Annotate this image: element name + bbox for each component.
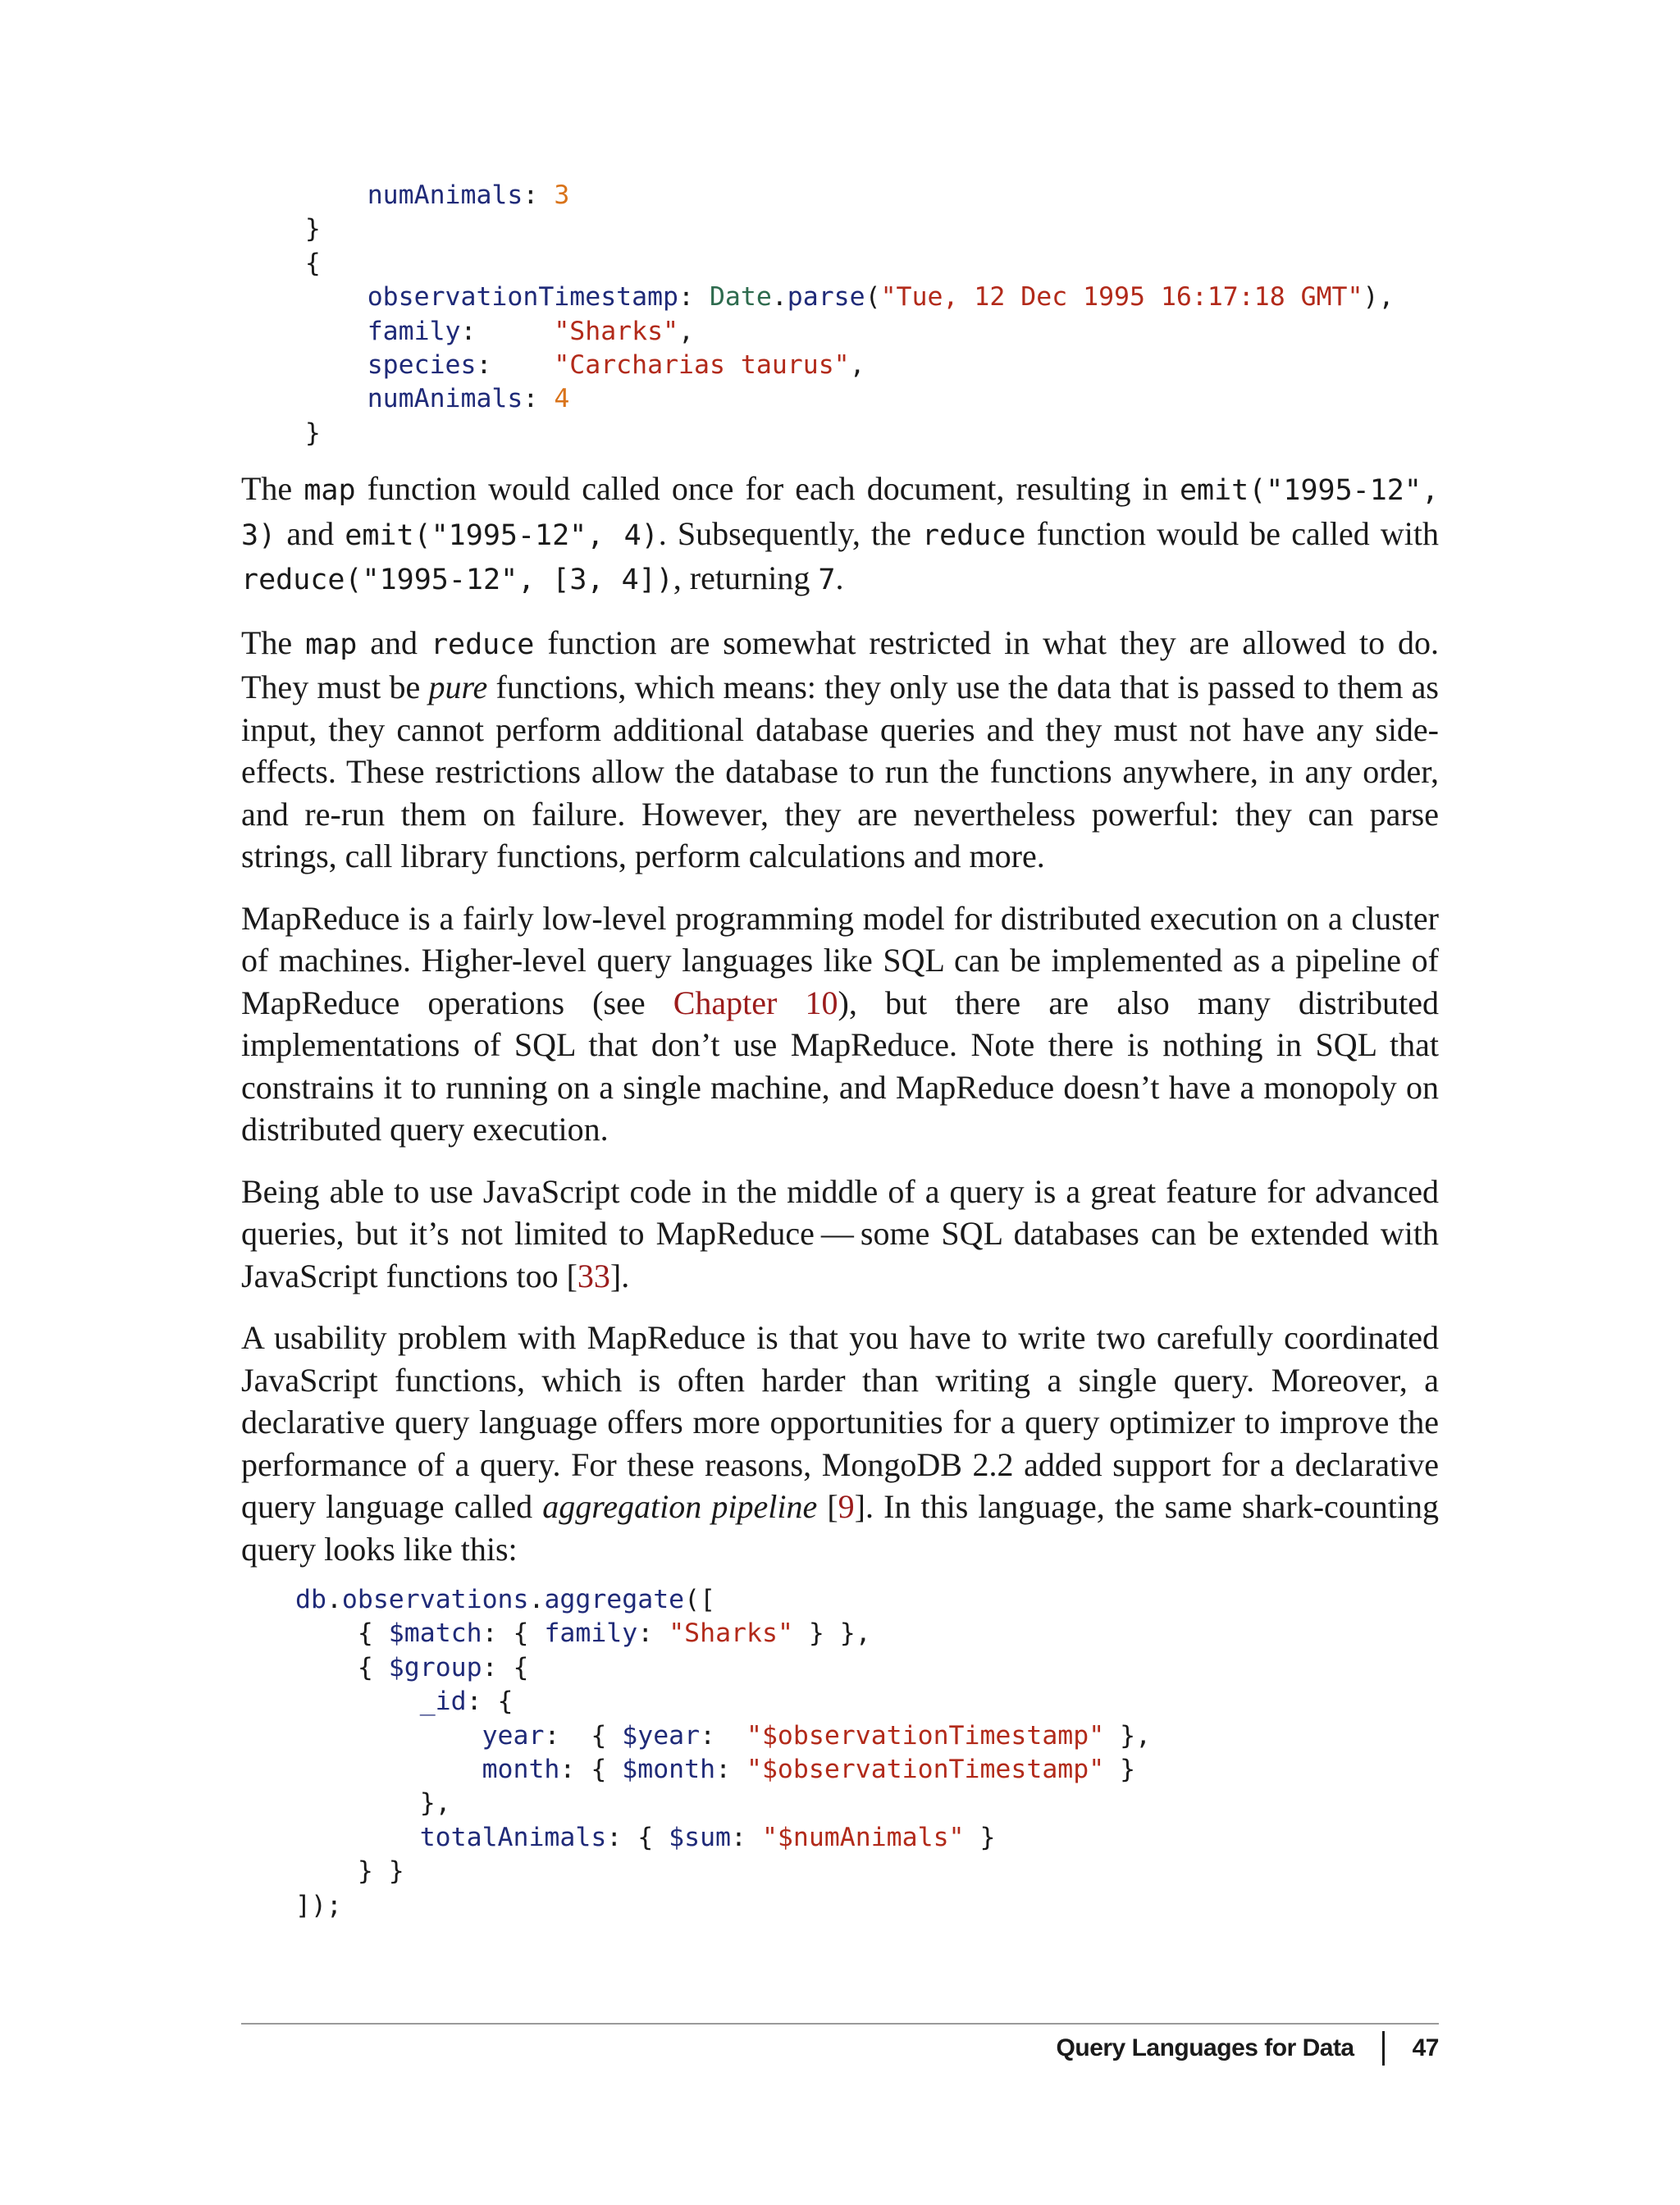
code-token [243,350,368,380]
code-token: : [460,316,555,346]
code-token: "Sharks" [554,316,679,346]
code-token: month [482,1754,560,1784]
code-line [243,281,1394,314]
text-run: and [357,623,431,661]
code-token: parse [787,282,865,313]
code-line [295,1617,1151,1650]
text-run: and [276,514,345,552]
inline-code: emit("1995-12", 3) [241,474,1440,552]
code-token: "$numAnimals" [761,1822,965,1852]
code-token: : [678,282,710,313]
code-token: } [1104,1754,1136,1784]
code-token: : { [544,1720,623,1751]
code-token: . [528,1585,545,1614]
code-token: : [715,1754,746,1784]
code-line [243,382,1394,416]
code-line [295,1719,1151,1753]
code-token: "$observationTimestamp" [746,1720,1105,1751]
code-token: : [637,1618,669,1649]
code-token [243,317,368,346]
text-run: function would be called with [1025,514,1439,552]
code-token: }, [295,1788,451,1819]
code-block-observation-document [243,179,1394,450]
code-line [295,1583,1151,1617]
code-token: observationTimestamp [367,282,679,313]
code-token: : { [482,1652,529,1682]
text-run: [ [817,1488,838,1525]
code-line [295,1889,1151,1923]
text-run: A usability problem with MapReduce is that you have to write two carefully coordinated JavaScript functions, which is often harder than writing a single query. Moreover, a declarative query language offers more opportunities for a query optimizer to improve the performance of a query. For these reasons, MongoDB 2.2 added support for a declarative query language called [241,1319,1439,1525]
code-token: family [367,316,461,346]
code-token: db [295,1585,326,1614]
code-line [295,1821,1151,1855]
footer-separator [1382,2031,1385,2066]
code-token: . [771,282,788,313]
code-token: { [295,1618,389,1649]
inline-code: reduce [922,518,1026,552]
code-line [295,1685,1151,1719]
emphasis: aggregation pipeline [542,1488,818,1525]
code-token: : [523,384,555,414]
inline-code: reduce [430,628,535,661]
code-token: $year [622,1720,701,1751]
code-line [295,1787,1151,1820]
code-token: "$observationTimestamp" [746,1754,1105,1784]
code-token: "Tue, 12 Dec 1995 16:17:18 GMT" [880,282,1363,313]
text-run: . [835,559,844,596]
code-block-aggregation-pipeline [295,1583,1151,1923]
code-token: : [700,1720,746,1751]
text-run: , returning [673,559,819,596]
text-run: Being able to use JavaScript code in the middle of a query is a great feature for advanced queries, but it’s not limited to MapReduce — some SQL databases can be extended with JavaScript functions too [ [241,1172,1439,1294]
code-token [295,1687,420,1716]
cross-reference-link[interactable]: 9 [838,1488,855,1525]
code-token: : [476,349,555,380]
code-line [243,212,1394,246]
code-token: ( [865,282,881,313]
code-token: ]); [295,1890,342,1920]
text-run: ]. In this language, the same shark-counting query looks like this: [241,1488,1440,1568]
text-run: ), but there are also many distributed implementations of SQL that don’t use MapReduce. Note there is nothing in SQL that constrains it to running on a single machine, and MapReduce doesn’t have a monopoly on distributed query execution. [241,984,1440,1148]
code-line [243,417,1394,450]
text-run: The [241,623,306,661]
code-token: { [295,1652,389,1682]
code-token: family [544,1618,638,1649]
footer-section-title: Query Languages for Data [1056,2034,1354,2061]
emphasis: pure [428,669,488,705]
cross-reference-link[interactable]: 33 [577,1257,610,1294]
code-token: species [367,349,477,380]
code-token: { [243,248,321,278]
code-token: ), [1363,282,1395,313]
code-token: } [964,1822,996,1852]
inline-code: emit("1995-12", 4) [345,518,659,552]
code-token: : { [559,1754,623,1784]
page-footer [1057,2031,1439,2066]
text-run: MapReduce is a fairly low-level programming model for distributed execution on a cluster of machines. Higher-level query languages like SQL can be implemented as a pipeline of MapReduce operations (see [241,899,1439,1021]
paragraph [241,622,1439,878]
code-token [243,282,368,312]
code-token [243,180,368,210]
code-token: aggregate [544,1585,685,1614]
code-line [295,1753,1151,1787]
paragraph [241,468,1439,602]
code-token [295,1721,482,1751]
code-token: : { [466,1687,514,1717]
code-token: year [482,1720,545,1751]
code-line [243,349,1394,382]
code-token: }, [1104,1720,1152,1751]
inline-code: 7 [818,564,836,596]
code-token: observations [341,1585,529,1614]
text-run: function would called once for each document, resulting in [355,470,1180,507]
code-line [243,315,1394,349]
inline-code: map [304,474,356,507]
code-token: . [326,1585,342,1614]
text-run: The [241,470,304,507]
code-token: $match [388,1618,482,1649]
code-line [243,179,1394,212]
code-token [295,1755,482,1784]
text-run: functions, which means: they only use the data that is passed to them as input, they cannot perform additional database queries and they must not have any side-effects. These restrictions allow the database to run the functions anywhere, in any order, and re-run them on failure. However, they are nevertheless powerful: they can parse strings, call library functions, perform calculations and more. [241,669,1439,874]
inline-code: reduce("1995-12", [3, 4]) [241,564,673,596]
code-token: } [243,418,321,448]
code-token: } [243,214,321,244]
code-token [295,1823,420,1852]
code-token: : { [606,1822,669,1852]
code-token: totalAnimals [419,1822,607,1852]
code-line [295,1855,1151,1888]
code-token: $sum [669,1822,732,1852]
code-token: : { [482,1618,545,1649]
paragraph [241,1317,1439,1570]
text-run: ]. [609,1257,630,1294]
code-token: : [731,1822,762,1852]
code-token [243,384,368,413]
text-run: . Subsequently, the [658,514,923,552]
code-token: , [849,349,865,380]
code-token: } } [295,1856,404,1887]
code-token: 4 [554,384,570,414]
code-token: "Sharks" [669,1618,793,1649]
page-number: 47 [1412,2034,1439,2061]
code-token: : [523,180,555,210]
code-line [295,1651,1151,1685]
body-text [241,468,1439,1590]
code-token: Date [709,282,772,313]
code-token: numAnimals [367,384,523,414]
inline-code: map [305,628,358,661]
text-run: function are somewhat restricted in what they are allowed to do. They must be [241,623,1440,705]
code-token: , [678,316,694,346]
paragraph [241,897,1439,1151]
cross-reference-link[interactable]: Chapter 10 [673,984,838,1021]
code-token: } }, [792,1618,871,1649]
code-token: 3 [554,180,570,210]
code-token: ([ [684,1585,716,1614]
footer-divider [241,2023,1439,2025]
code-token: "Carcharias taurus" [554,349,850,380]
code-token: numAnimals [367,180,523,210]
code-token: _id [419,1687,467,1717]
code-line [243,247,1394,281]
code-token: $group [388,1652,482,1682]
paragraph [241,1171,1439,1298]
code-token: $month [622,1754,716,1784]
